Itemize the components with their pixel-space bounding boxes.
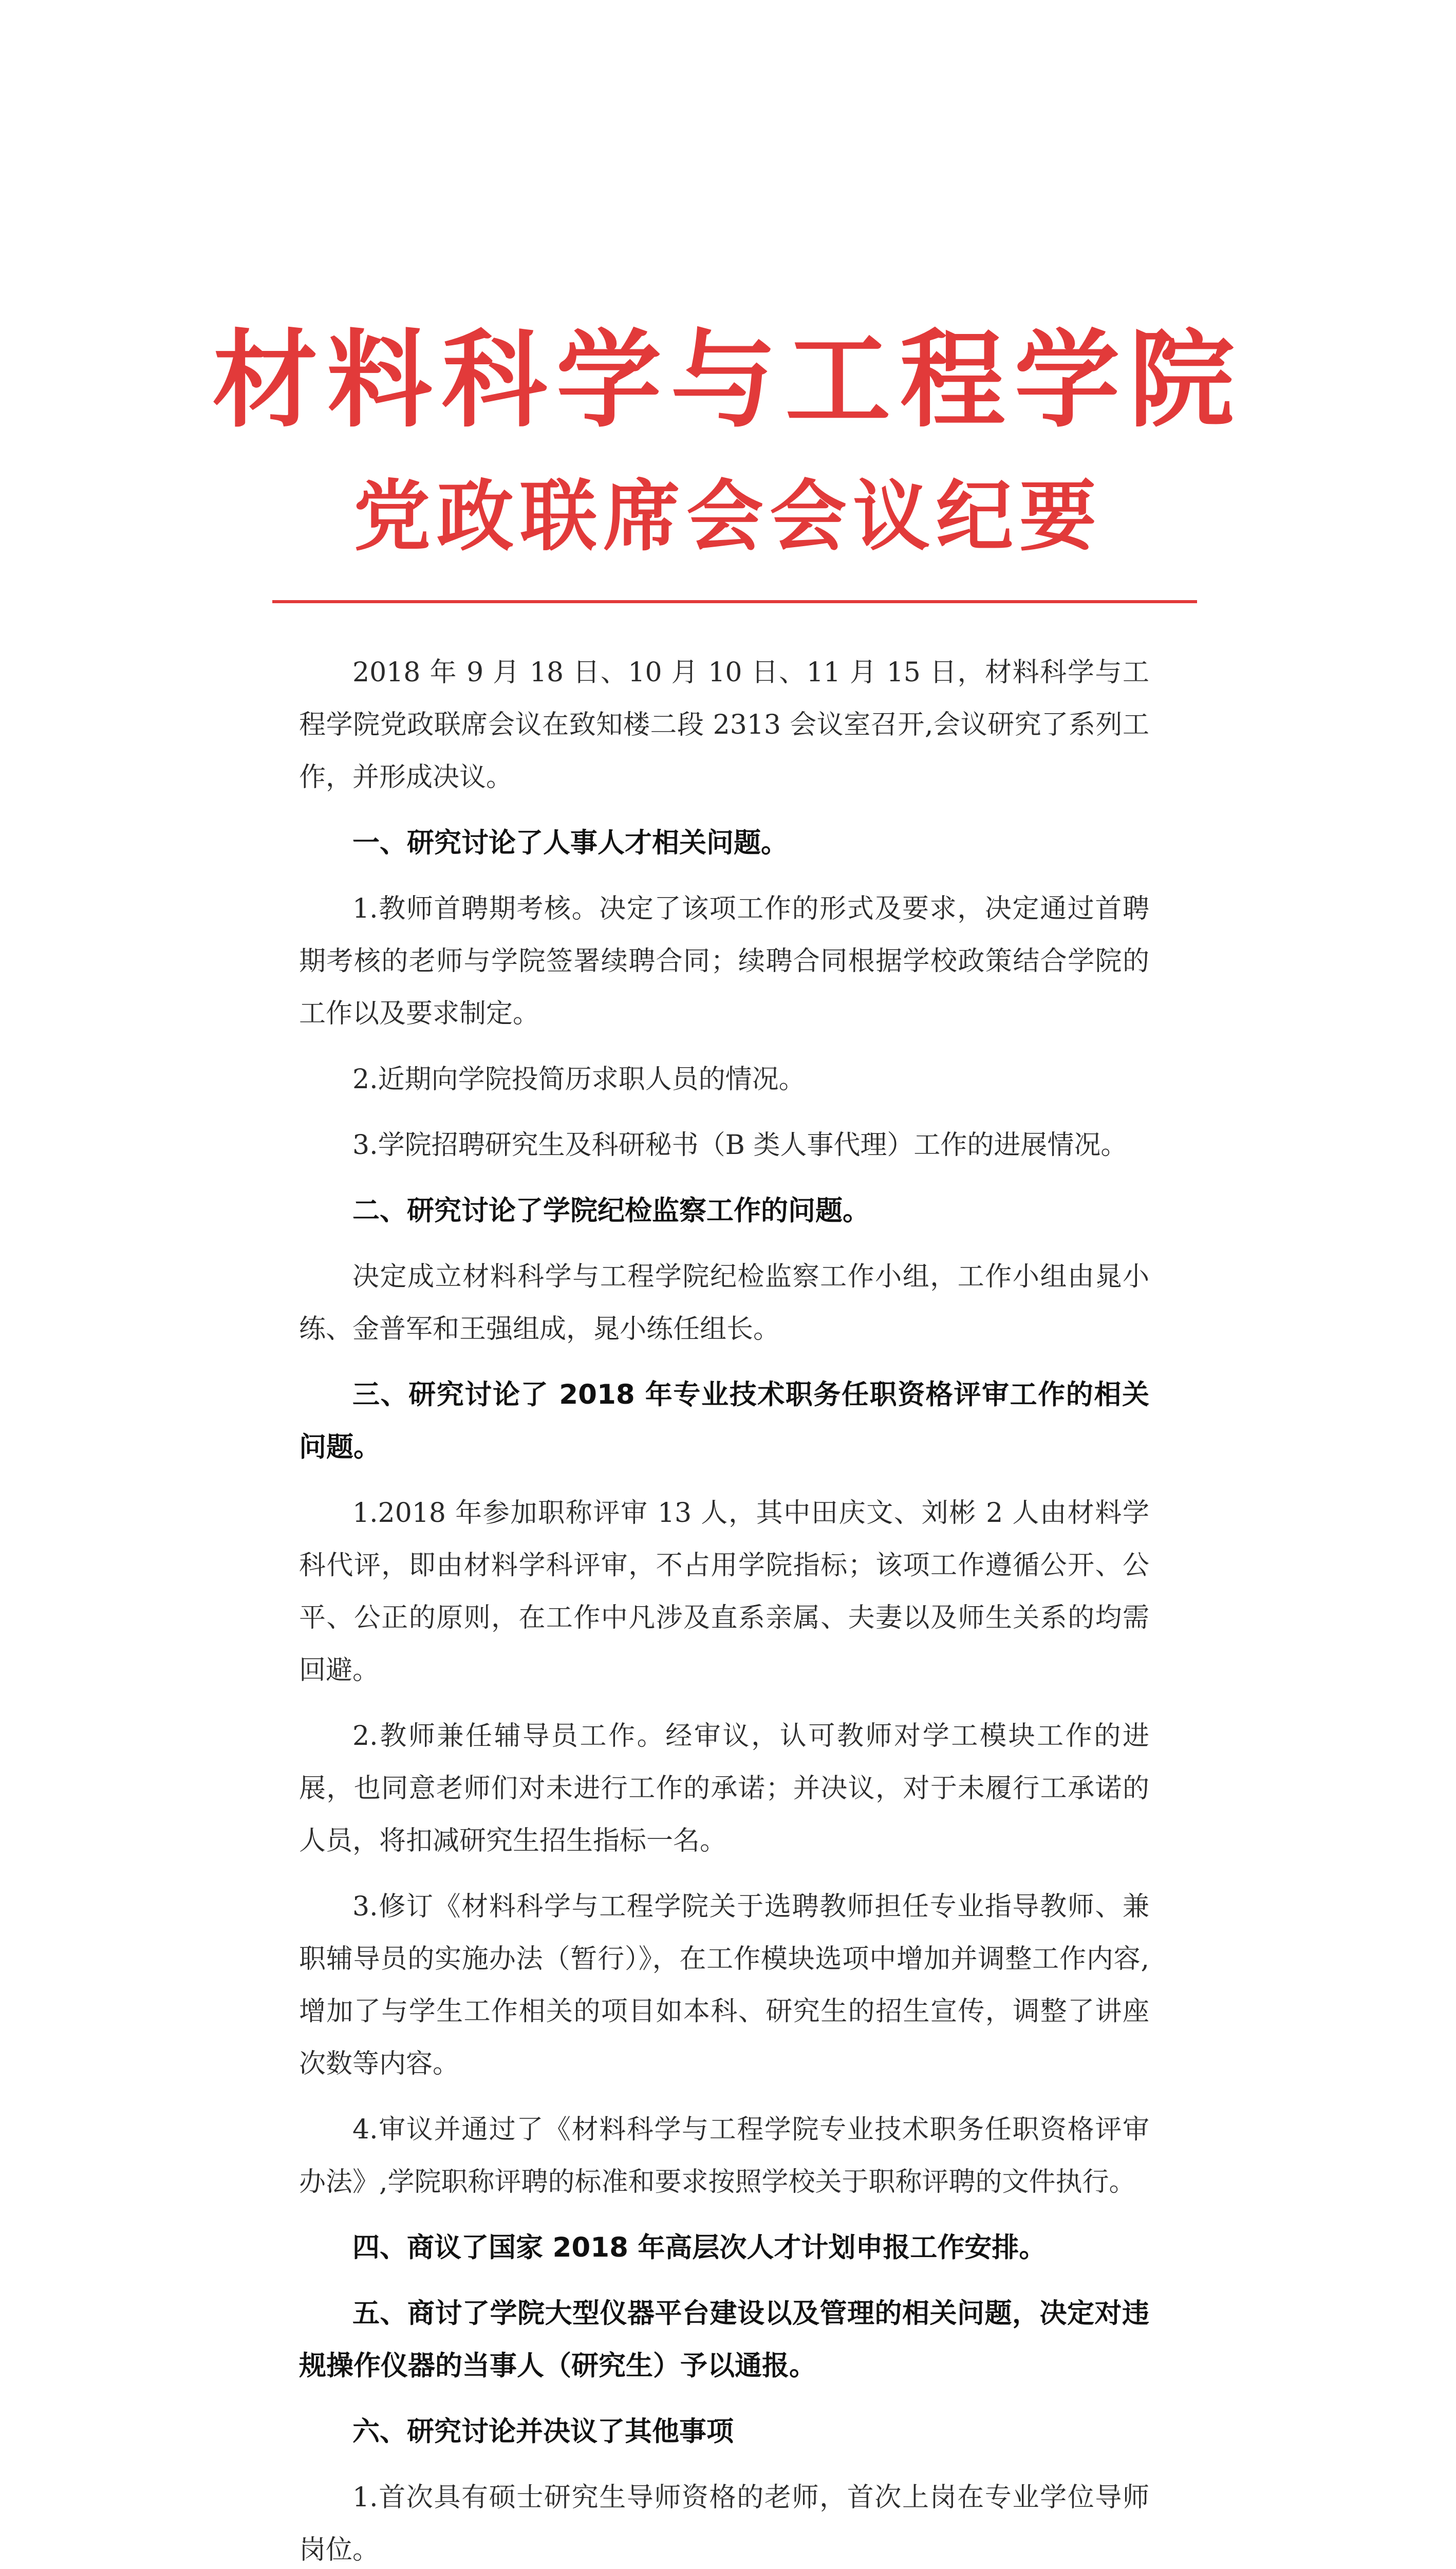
section-2-heading: 二、研究讨论了学院纪检监察工作的问题。 xyxy=(352,1195,870,1226)
section-3-item-4: 4.审议并通过了《材料科学与工程学院专业技术职务任职资格评审办法》,学院职称评聘的标准和要求按照学校关于职称评聘的文件执行。 xyxy=(299,2114,1149,2198)
section-1-heading: 一、研究讨论了人事人才相关问题。 xyxy=(352,827,788,859)
institution-title: 材料科学与工程学院 xyxy=(212,319,1244,442)
section-1-item-2: 2.近期向学院投简历求职人员的情况。 xyxy=(352,1064,806,1095)
document-body xyxy=(299,646,1149,2569)
section-6-item-1: 1.首次具有硕士研究生导师资格的老师，首次上岗在专业学位导师岗位。 xyxy=(299,2482,1149,2565)
section-4-heading: 四、商议了国家 2018 年高层次人才计划申报工作安排。 xyxy=(352,2232,1047,2263)
section-1-item-1: 1.教师首聘期考核。决定了该项工作的形式及要求，决定通过首聘期考核的老师与学院签署续聘合同；续聘合同根据学校政策结合学院的工作以及要求制定。 xyxy=(299,893,1149,1029)
section-6-heading: 六、研究讨论并决议了其他事项 xyxy=(352,2416,734,2447)
section-2-item-1: 决定成立材料科学与工程学院纪检监察工作小组，工作小组由晁小练、金普军和王强组成，晁小练任组长。 xyxy=(299,1261,1149,1345)
section-1-item-3: 3.学院招聘研究生及科研秘书（B 类人事代理）工作的进展情况。 xyxy=(352,1130,1128,1161)
section-3-heading: 三、研究讨论了 2018 年专业技术职务任职资格评审工作的相关问题。 xyxy=(299,1379,1149,1463)
section-3-item-3: 3.修订《材料科学与工程学院关于选聘教师担任专业指导教师、兼职辅导员的实施办法（暂行）》，在工作模块选项中增加并调整工作内容,增加了与学生工作相关的项目如本科、研究生的招生宣传，调整了讲座次数等内容。 xyxy=(299,1891,1149,2079)
intro-paragraph: 2018 年 9 月 18 日、10 月 10 日、11 月 15 日，材料科学与工程学院党政联席会议在致知楼二段 2313 会议室召开,会议研究了系列工作，并形成决议。 xyxy=(299,657,1149,793)
section-3-item-2: 2.教师兼任辅导员工作。经审议，认可教师对学工模块工作的进展，也同意老师们对未进行工作的承诺；并决议，对于未履行工承诺的人员，将扣减研究生招生指标一名。 xyxy=(299,1721,1149,1856)
section-3-item-1: 1.2018 年参加职称评审 13 人，其中田庆文、刘彬 2 人由材料学科代评，即由材料学科评审，不占用学院指标；该项工作遵循公开、公平、公正的原则，在工作中凡涉及直系亲属、夫妻以及师生关系的均需回避。 xyxy=(299,1498,1149,1686)
document-title: 党政联席会会议纪要 xyxy=(353,471,1103,562)
red-divider xyxy=(272,600,1197,603)
section-5-heading: 五、商讨了学院大型仪器平台建设以及管理的相关问题，决定对违规操作仪器的当事人（研究生）予以通报。 xyxy=(299,2298,1149,2381)
